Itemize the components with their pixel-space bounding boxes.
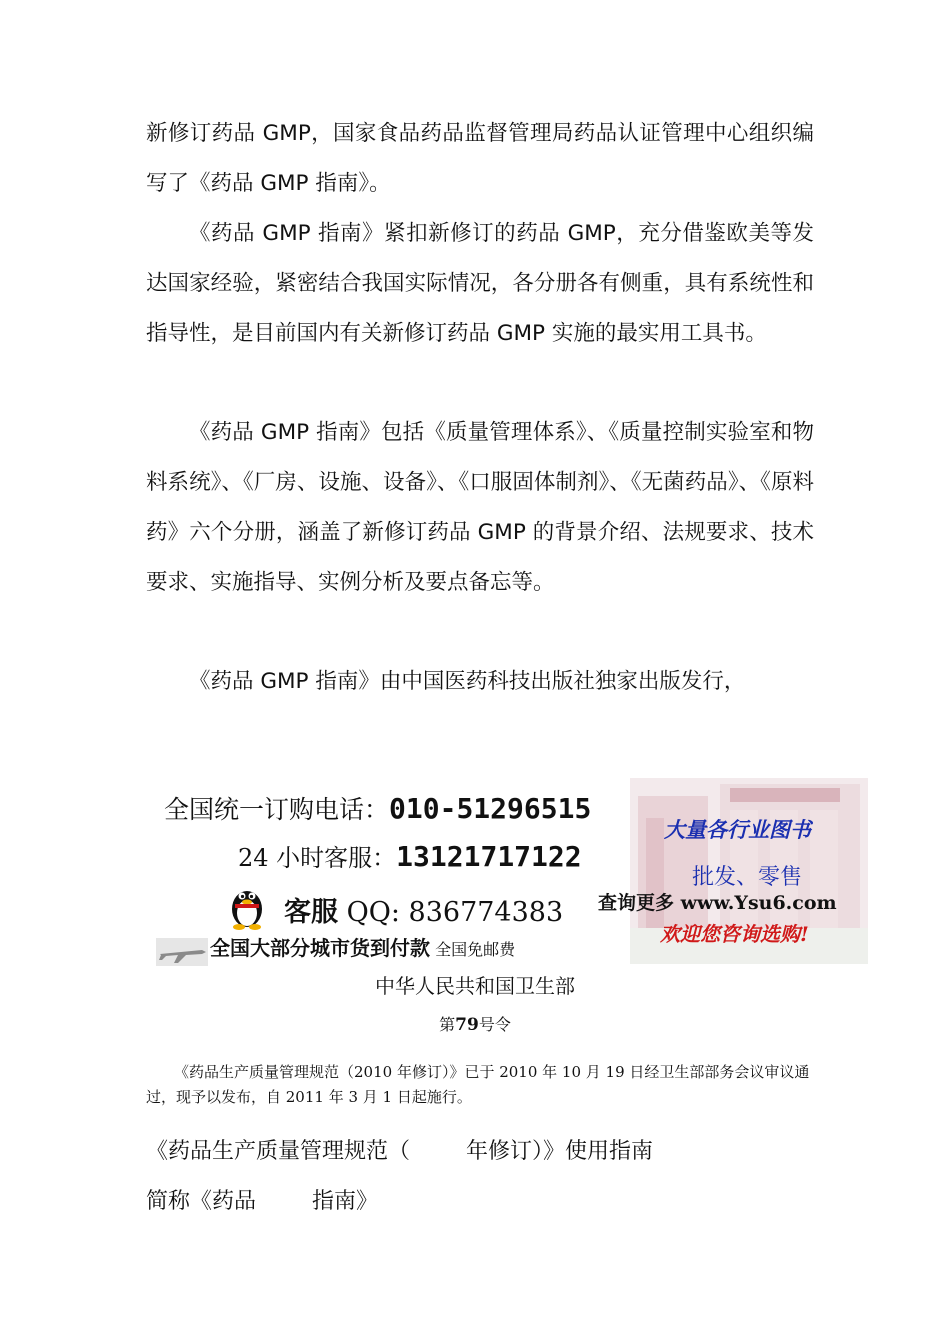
order-number-line — [0, 1012, 950, 1035]
welcome-text: 欢迎您咨询选购! — [660, 922, 809, 946]
free-shipping-text: 全国免邮费 — [430, 940, 516, 959]
order-phone-number: 010-51296515 — [389, 792, 592, 825]
order-prefix: 第 — [439, 1015, 456, 1034]
short-name: 简称《药品 指南》 — [146, 1189, 378, 1214]
order-suffix: 号令 — [478, 1015, 511, 1034]
order-phone-label: 全国统一订购电话： — [164, 795, 390, 824]
slogan-sale: 批发、零售 — [692, 865, 803, 890]
ad-banner-right — [630, 778, 868, 964]
cod-text: 全国大部分城市货到付款 — [210, 936, 430, 960]
ad-banner-left — [156, 780, 626, 968]
paragraph-1: 新修订药品 GMP，国家食品药品监督管理局药品认证管理中心组织编写了《药品 GMP 指南》。 — [146, 121, 814, 196]
query-website: 查询更多 www.Ysu6.com — [598, 892, 837, 914]
paragraph-4: 《药品 GMP 指南》由中国医药科技出版社独家出版发行， — [189, 669, 746, 694]
decree-text: 《药品生产质量管理规范（2010 年修订）》已于 2010 年 10 月 19 日经卫生部部务会议审议通过，现予以发布，自 2011 年 3 月 1 日起施行。 — [146, 1063, 810, 1106]
service-number: 13121717122 — [396, 840, 582, 873]
ministry-name: 中华人民共和国卫生部 — [375, 974, 575, 998]
qq-number: QQ: 836774383 — [338, 897, 564, 928]
guide-title: 《药品生产质量管理规范（ 年修订）》使用指南 — [146, 1139, 653, 1164]
order-number: 79 — [455, 1015, 479, 1035]
paragraph-2: 《药品 GMP 指南》紧扣新修订的药品 GMP，充分借鉴欧美等发达国家经验，紧密结合我国实际情况，各分册各有侧重，具有系统性和指导性，是目前国内有关新修订药品 GMP 实施的最实用工具书。 — [146, 221, 814, 346]
cod-line — [210, 932, 515, 961]
service-phone-line — [238, 838, 582, 873]
qq-line — [284, 890, 563, 929]
airplane-icon — [156, 938, 208, 966]
order-phone-line — [164, 790, 591, 826]
slogan-books: 大量各行业图书 — [664, 817, 811, 842]
service-label: 24 小时客服： — [238, 844, 397, 872]
qq-penguin-icon — [226, 882, 268, 930]
paragraph-3: 《药品 GMP 指南》包括《质量管理体系》、《质量控制实验室和物料系统》、《厂房、设施、设备》、《口服固体制剂》、《无菌药品》、《原料药》六个分册，涵盖了新修订药品 GMP 的背景介绍、法规要求、技术要求、实施指导、实例分析及要点备忘等。 — [146, 420, 814, 595]
qq-label: 客服 — [284, 897, 338, 928]
